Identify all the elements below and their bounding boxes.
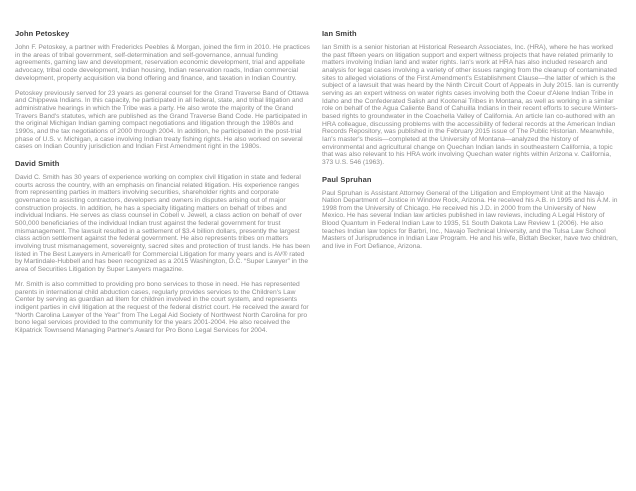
bio-column-left	[15, 29, 312, 491]
bio-heading-david-smith: David Smith	[15, 159, 60, 169]
bio-paragraph: John F. Petoskey, a partner with Fredericks Peebles & Morgan, joined the firm in 2010. He practices in the areas of tribal government, self-determination and self-governance, annual funding agreements, gaming law and development, reservation economic development, trial and appellate advocacy, tribal code development, Indian housing, Indian reservation roads, Indian commercial development, property acquisition via bond offering and finance, and taxation in Indian Country.	[15, 44, 311, 82]
bio-paragraph: David C. Smith has 30 years of experience working on complex civil litigation in state and federal courts across the country, with an emphasis on financial related litigation. His experience ranges from representing parties in matters involving securities, shareholder rights and corporate governance to assisting contractors, developers and owners in disputes arising out of major construction projects. In addition, he has a specialty litigating matters on behalf of tribes and individual Indians. He serves as class counsel in Cobell v. Jewell, a class action on behalf of over 500,000 beneficiaries of the individual Indian trust against the federal government for trust mismanagement. The lawsuit resulted in a settlement of $3.4 billion dollars, presently the largest class action settlement against the federal government. He also represents tribes on matters involving trust mismanagement, sovereignty, sacred sites and protection of trust lands. He has been listed in The Best Lawyers in America® for Commercial Litigation for many years and is AV® rated by Martindale-Hubbell and has been recognized as a 2015 Washington, D.C. “Super Lawyer” in the area of Securities Litigation by Super Lawyers magazine.	[15, 174, 311, 273]
bio-paragraph: Paul Spruhan is Assistant Attorney General of the Litigation and Employment Unit at the Navajo Nation Department of Justice in Window Rock, Arizona. He received his A.B. in 1995 and his A.M. in 1998 from the University of Chicago. He received his J.D. in 2000 from the University of New Mexico. He has several Indian law articles published in law reviews, including A Legal History of Blood Quantum in Federal Indian Law to 1935, 51 South Dakota Law Review 1 (2006). He also teaches Indian law topics for Barbri, Inc., Navajo Technical University, and the Tulsa Law School Masters of Jurisprudence in Indian Law Program. He and his wife, Bidtah Becker, have two children, and live in Fort Defiance, Arizona.	[322, 189, 618, 251]
bio-section-paul-spruhan	[322, 175, 619, 251]
bio-section-david-smith	[15, 159, 312, 335]
bio-section-ian-smith	[322, 29, 619, 167]
bio-heading-ian-smith: Ian Smith	[322, 29, 357, 38]
bio-section-john-petoskey	[15, 29, 312, 151]
bio-paragraph: Mr. Smith is also committed to providing pro bono services to those in need. He has represented parents in international child abduction cases, regularly provides services to the Children's Law Center by serving as guardian ad litem for children involved in the court system, and represents indigent parties in civil litigation at the request of the federal district court. He received the award for “North Carolina Lawyer of the Year” from The Legal Aid Society of Northwest North Carolina for pro bono legal services provided to the community for the years 2001-2004. He also received the Kilpatrick Townsend Managing Partner's Award for Pro Bono Legal Services for 2004.	[15, 281, 309, 334]
bio-heading-paul-spruhan: Paul Spruhan	[322, 174, 372, 184]
bio-paragraph: Petoskey previously served for 23 years as general counsel for the Grand Traverse Band of Ottawa and Chippewa Indians. In this capacity, he participated in all federal, state, and tribal litigation and administrative hearings in which the Tribe was a party. He also wrote the majority of the Grand Travers Band's statutes, which are published as the Grand Traverse Band Code. He participated in the original Michigan Indian gaming compact negotiations and litigation through the 1980s and 1990s, and the tax negotiations of 2000 through 2004. In addition, he participated in the post-trial phase of U.S. v. Michigan, a case involving Indian treaty fishing rights. He also worked on several cases on Indian Country jurisdiction and Indian First Amendment right in the 1980s.	[15, 89, 309, 151]
bio-paragraph: Ian Smith is a senior historian at Historical Research Associates, Inc. (HRA), where he has worked the past fifteen years on litigation support and expert witness projects that have related primarily to matters involving Indian land and water rights. Ian's work at HRA has also included research and analysis for legal cases involving a variety of other issues ranging from the cleanup of contaminated sites to alleged violations of the First Amendment's Establishment Clause—the latter of which is the subject of a lawsuit that was heard by the Ninth Circuit Court of Appeals in July 2015. Ian is currently serving as an expert witness on water rights cases involving both the Coeur d'Alene Indian Tribe in Idaho and the Confederated Salish and Kootenai Tribes in Montana, as well as working in a similar role on behalf of the Agua Caliente Band of Cahuilla Indians in their recent efforts to secure Winters-based rights to groundwater in the Coachella Valley of California. An article Ian co-authored with an HRA colleague, discussing problems with the accessibility of federal records at the American Indian Records Repository, was published in the February 2015 issue of The Public Historian. Meanwhile, Ian's master's thesis—completed at the University of Montana—analyzed the history of environmental and agricultural change on Quechan Indian lands in southeastern California, a topic that was also relevant to his HRA work involving Quechan water rights within Arizona v. California, 373 U.S. 546 (1963).	[322, 44, 619, 166]
bio-column-right	[322, 29, 619, 491]
bio-heading-john-petoskey: John Petoskey	[15, 29, 70, 38]
